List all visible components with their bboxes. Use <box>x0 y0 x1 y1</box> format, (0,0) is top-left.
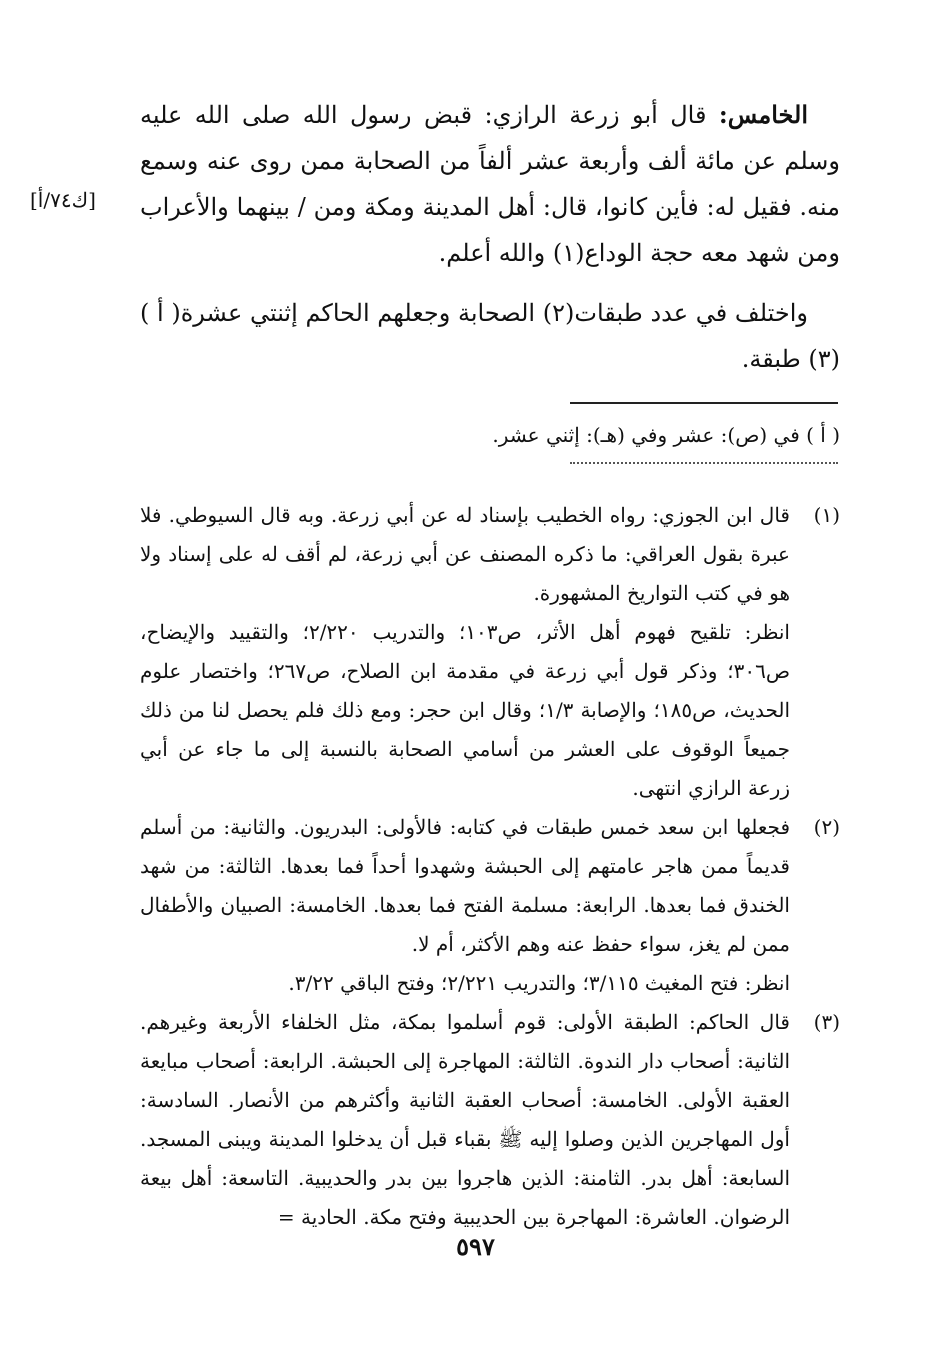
footnote-2 <box>140 808 840 1003</box>
footnote-3 <box>140 1003 840 1237</box>
paragraph-1-text: قال أبو زرعة الرازي: قبض رسول الله صلى الله عليه وسلم عن مائة ألف وأربعة عشر ألفاً من الصحابة ممن روى عنه وسمع منه. فقيل له: فأين كانوا، قال: أهل المدينة ومكة ومن / بينهما والأعراب ومن شهد معه حجة الوداع(١) والله أعلم. <box>140 101 840 267</box>
manuscript-folio-reference: [ك٧٤/أ] <box>30 188 96 212</box>
footnote-paragraph: انظر: تلقيح فهوم أهل الأثر، ص١٠٣؛ والتدريب ٢/٢٢٠؛ والتقييد والإيضاح، ص٣٠٦؛ وذكر قول أبي زرعة في مقدمة ابن الصلاح، ص٢٦٧؛ واختصار علوم الحديث، ص١٨٥؛ والإصابة ١/٣؛ وقال ابن حجر: ومع ذلك فلم يحصل لنا من ذلك جميعاً الوقوف على العشر من أسامي الصحابة بالنسبة إلى ما جاء عن أبي زرعة الرازي انتهى. <box>140 620 791 800</box>
main-text <box>140 92 840 382</box>
footnote-1 <box>140 496 840 808</box>
footnote-paragraph: انظر: فتح المغيث ٣/١١٥؛ والتدريب ٢/٢٢١؛ وفتح الباقي ٣/٢٢. <box>288 971 790 995</box>
footnote-paragraph: قال ابن الجوزي: رواه الخطيب بإسناد له عن أبي زرعة. وبه قال السيوطي. فلا عبرة بقول العراقي: ما ذكره المصنف عن أبي زرعة، لم أقف له على إسناد ولا هو في كتب التواريخ المشهورة. <box>140 503 790 605</box>
footnotes <box>140 496 840 1237</box>
dotted-separator <box>570 462 838 464</box>
footnote-paragraph: قال الحاكم: الطبقة الأولى: قوم أسلموا بمكة، مثل الخلفاء الأربعة وغيرهم. الثانية: أصحاب دار الندوة. الثالثة: المهاجرة إلى الحبشة. الرابعة: أصحاب مبايعة العقبة الأولى. الخامسة: أصحاب العقبة الثانية وأكثرهم من الأنصار. السادسة: أول المهاجرين الذين وصلوا إليه ﷺ بقباء قبل أن يدخلوا المدينة ويبنى المسجد. السابعة: أهل بدر. الثامنة: الذين هاجروا بين بدر والحديبية. التاسعة: أهل بيعة الرضوان. العاشرة: المهاجرة بين الحديبية وفتح مكة. الحادية = <box>140 1010 790 1229</box>
footnote-number: (١) <box>813 503 840 527</box>
paragraph-1-lead: الخامس: <box>718 100 808 129</box>
paragraph-1 <box>140 92 840 276</box>
paragraph-2: واختلف في عدد طبقات(٢) الصحابة وجعلهم الحاكم إثنتي عشرة( أ )(٣) طبقة. <box>140 299 840 373</box>
footnote-separator <box>570 402 838 404</box>
footnote-number: (٢) <box>813 815 840 839</box>
variant-reading-note: ( أ ) في (ص): عشر وفي (هـ): إثني عشر. <box>492 423 840 447</box>
page-number: ٥٩٧ <box>456 1232 495 1261</box>
footnote-paragraph: فجعلها ابن سعد خمس طبقات في كتابه: فالأولى: البدريون. والثانية: من أسلم قديماً ممن هاجر عامتهم إلى الحبشة وشهدوا أحداً فما بعدها. الثالثة: من شهد الخندق فما بعدها. الرابعة: مسلمة الفتح فما بعدها. الخامسة: الصبيان والأطفال ممن لم يغز، سواء حفظ عنه وهم الأكثر، أم لا. <box>140 815 790 956</box>
footnote-number: (٣) <box>813 1010 840 1034</box>
